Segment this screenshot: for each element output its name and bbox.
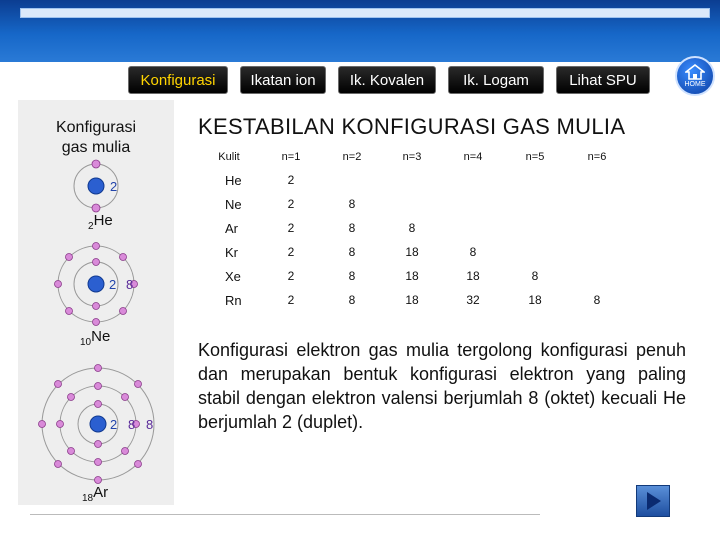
nav-konfigurasi[interactable]: Konfigurasi: [128, 66, 228, 94]
argon-atom-diagram: [36, 352, 166, 488]
explanation-paragraph: Konfigurasi elektron gas mulia tergolong konfigurasi penuh dan merupakan bentuk konfigurasi elektron yang paling stabil dengan elektron valensi berjumlah 8 (oktet) kecuali He berjumlah 2 (duplet).: [198, 340, 686, 432]
sidebar-title-line1: Konfigurasi: [55, 119, 137, 136]
ar-shell-3: 8: [146, 417, 154, 432]
table-cell: 8: [469, 245, 477, 259]
home-button[interactable]: [675, 56, 715, 96]
table-cell: 8: [348, 221, 356, 235]
footer-divider: [30, 514, 540, 515]
sidebar-title-line2: gas mulia: [61, 139, 131, 156]
table-cell: 18: [466, 269, 480, 283]
table-cell: [504, 240, 566, 264]
table-cell: [566, 168, 628, 192]
table-cell: [566, 192, 628, 216]
table-cell: 2: [287, 269, 295, 283]
table-cell: [566, 264, 628, 288]
argon-symbol: Ar: [93, 484, 109, 501]
argon-label: [82, 484, 108, 504]
table-row: [198, 216, 628, 240]
table-header: n=2: [342, 151, 362, 163]
table-row: [198, 168, 628, 192]
electron-configuration-table: [198, 146, 628, 312]
table-cell: He: [225, 172, 242, 188]
table-header: Kulit: [218, 151, 240, 163]
table-cell: 2: [287, 293, 295, 307]
table-cell: 8: [531, 269, 539, 283]
table-cell: [382, 168, 442, 192]
table-cell: [442, 216, 504, 240]
argon-atomic-number: 18: [82, 493, 94, 504]
table-header: n=1: [281, 151, 301, 163]
table-cell: 8: [348, 245, 356, 259]
table-cell: 8: [348, 293, 356, 307]
table-header: n=5: [525, 151, 545, 163]
nav-ikatan-ion[interactable]: Ikatan ion: [240, 66, 326, 94]
nav-lihat-spu[interactable]: Lihat SPU: [556, 66, 650, 94]
table-cell: [504, 192, 566, 216]
ne-shell-2: 8: [126, 277, 134, 292]
table-cell: 8: [408, 221, 416, 235]
table-cell: 18: [405, 293, 419, 307]
table-cell: 18: [405, 245, 419, 259]
table-cell: 2: [287, 173, 295, 187]
table-cell: 8: [348, 197, 356, 211]
main-nav: [128, 66, 650, 94]
table-cell: 8: [593, 293, 601, 307]
he-shell-1: 2: [110, 179, 118, 194]
table-cell: Ar: [225, 220, 238, 236]
table-cell: Ne: [225, 196, 242, 212]
table-cell: 32: [466, 293, 480, 307]
table-row: [198, 192, 628, 216]
table-header: n=4: [463, 151, 483, 163]
table-row: [198, 288, 628, 312]
helium-atomic-number: 2: [88, 221, 94, 232]
neon-label: [80, 328, 110, 348]
nav-ikatan-logam[interactable]: Ik. Logam: [448, 66, 544, 94]
table-cell: 18: [405, 269, 419, 283]
table-cell: [504, 168, 566, 192]
table-cell: 8: [348, 269, 356, 283]
next-slide-button[interactable]: [636, 485, 670, 517]
table-header: n=6: [587, 151, 607, 163]
table-cell: 18: [528, 293, 542, 307]
neon-atomic-number: 10: [80, 337, 92, 348]
table-cell: [322, 168, 382, 192]
table-row: [198, 264, 628, 288]
table-cell: [566, 216, 628, 240]
ar-shell-2: 8: [128, 417, 136, 432]
helium-symbol: He: [93, 212, 113, 229]
table-cell: [442, 168, 504, 192]
helium-label: [88, 212, 113, 232]
neon-symbol: Ne: [91, 328, 111, 345]
table-cell: 2: [287, 245, 295, 259]
page-title: KESTABILAN KONFIGURASI GAS MULIA: [198, 114, 626, 139]
neon-atom-diagram: [46, 236, 146, 332]
table-cell: 2: [287, 197, 295, 211]
table-header: n=3: [402, 151, 422, 163]
table-cell: Rn: [225, 292, 242, 308]
play-arrow-icon: [637, 486, 669, 516]
table-cell: Kr: [225, 244, 238, 260]
ne-shell-1: 2: [109, 277, 117, 292]
ar-shell-1: 2: [110, 417, 118, 432]
table-cell: [566, 240, 628, 264]
table-cell: [442, 192, 504, 216]
top-progress-bar: [20, 8, 710, 18]
home-label: HOME: [684, 81, 706, 88]
table-cell: 2: [287, 221, 295, 235]
table-header-row: [198, 146, 628, 168]
table-cell: [504, 216, 566, 240]
house-icon: [685, 64, 705, 80]
nav-ikatan-kovalen[interactable]: Ik. Kovalen: [338, 66, 436, 94]
table-row: [198, 240, 628, 264]
table-cell: [382, 192, 442, 216]
table-cell: Xe: [225, 268, 241, 284]
